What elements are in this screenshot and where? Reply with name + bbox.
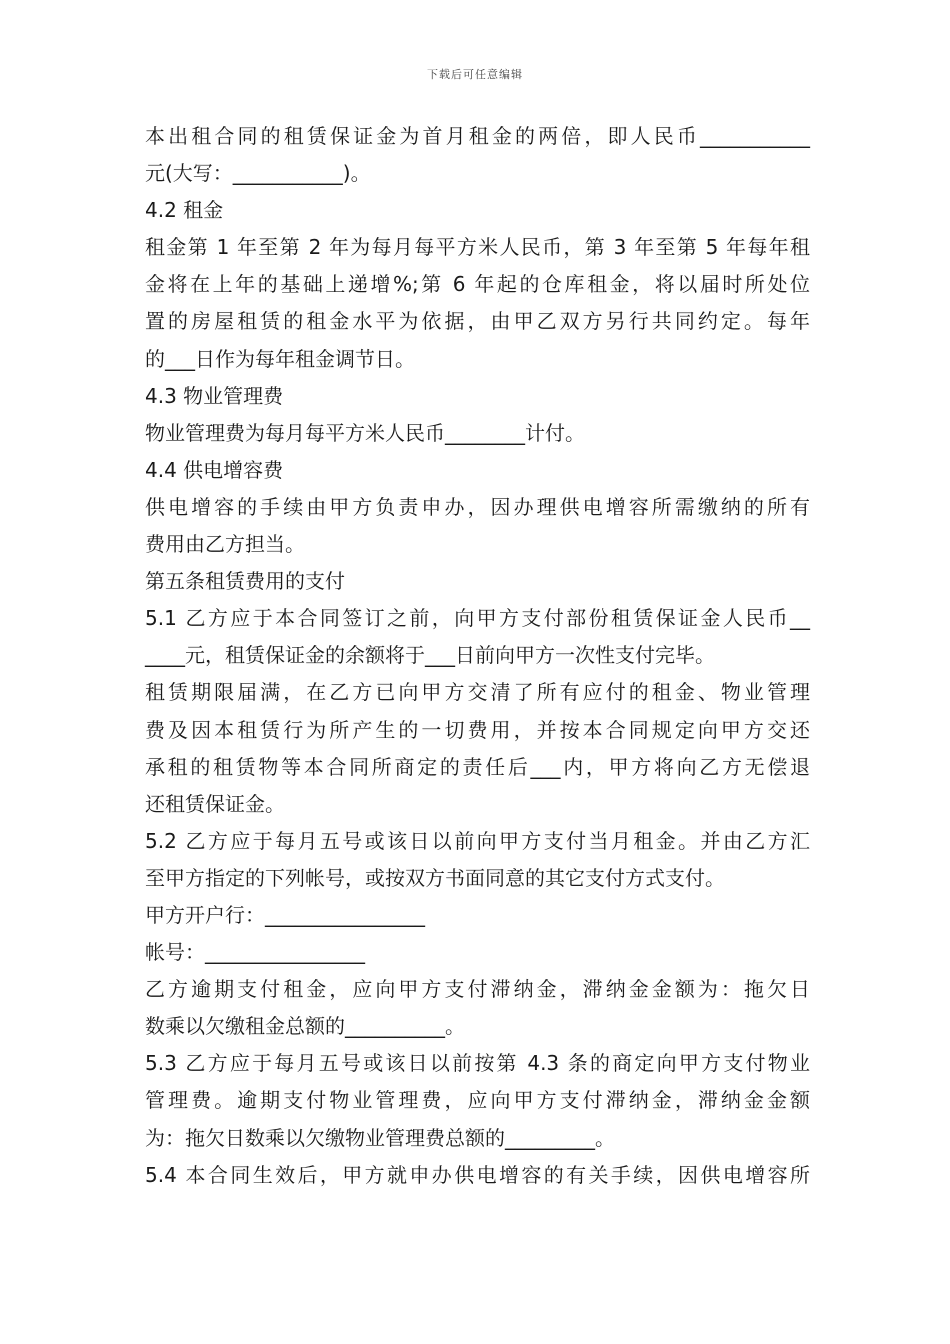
text-line: 4.3 物业管理费 xyxy=(145,383,284,408)
text-line: 元(大写：___________)。 xyxy=(145,161,371,186)
text-line: 为：拖欠日数乘以欠缴物业管理费总额的_________。 xyxy=(145,1125,615,1150)
text-line: 承租的租赁物等本合同所商定的责任后___内，甲方将向乙方无偿退 xyxy=(145,754,810,779)
text-line: 金将在上年的基础上递增%;第 6 年起的仓库租金，将以届时所处位 xyxy=(145,272,810,297)
text-line: 费及因本租赁行为所产生的一切费用，并按本合同规定向甲方交还 xyxy=(145,717,810,742)
text-line: 5.3 乙方应于每月五号或该日以前按第 4.3 条的商定向甲方支付物业 xyxy=(145,1051,810,1076)
text-line: 至甲方指定的下列帐号，或按双方书面同意的其它支付方式支付。 xyxy=(145,865,725,890)
text-line: 4.2 租金 xyxy=(145,198,224,223)
text-line: ____元，租赁保证金的余额将于___日前向甲方一次性支付完毕。 xyxy=(145,643,715,668)
text-line: 帐号：________________ xyxy=(145,940,365,965)
text-line: 乙方逾期支付租金，应向甲方支付滞纳金，滞纳金金额为：拖欠日 xyxy=(145,977,810,1002)
text-line: 5.1 乙方应于本合同签订之前，向甲方支付部份租赁保证金人民币__ xyxy=(145,606,810,631)
text-line: 第五条租赁费用的支付 xyxy=(145,569,345,594)
text-line: 置的房屋租赁的租金水平为依据，由甲乙双方另行共同约定。每年 xyxy=(145,309,810,334)
document-body xyxy=(145,118,810,1194)
text-line: 5.4 本合同生效后，甲方就申办供电增容的有关手续，因供电增容所 xyxy=(145,1162,810,1187)
page-header: 下载后可任意编辑 xyxy=(427,68,523,81)
text-line: 物业管理费为每月每平方米人民币________计付。 xyxy=(145,420,585,445)
text-line: 4.4 供电增容费 xyxy=(145,457,284,482)
text-line: 甲方开户行：________________ xyxy=(145,902,425,927)
text-line: 供电增容的手续由甲方负责申办，因办理供电增容所需缴纳的所有 xyxy=(145,494,810,519)
text-line: 本出租合同的租赁保证金为首月租金的两倍，即人民币___________ xyxy=(145,124,810,148)
text-line: 还租赁保证金。 xyxy=(145,791,285,816)
text-line: 数乘以欠缴租金总额的__________。 xyxy=(145,1014,465,1039)
text-line: 5.2 乙方应于每月五号或该日以前向甲方支付当月租金。并由乙方汇 xyxy=(145,828,810,853)
text-line: 租赁期限届满，在乙方已向甲方交清了所有应付的租金、物业管理 xyxy=(145,680,810,705)
text-line: 的___日作为每年租金调节日。 xyxy=(145,346,415,371)
text-line: 费用由乙方担当。 xyxy=(145,532,305,557)
text-line: 租金第 1 年至第 2 年为每月每平方米人民币，第 3 年至第 5 年每年租 xyxy=(145,235,810,260)
text-line: 管理费。逾期支付物业管理费，应向甲方支付滞纳金，滞纳金金额 xyxy=(145,1088,810,1113)
